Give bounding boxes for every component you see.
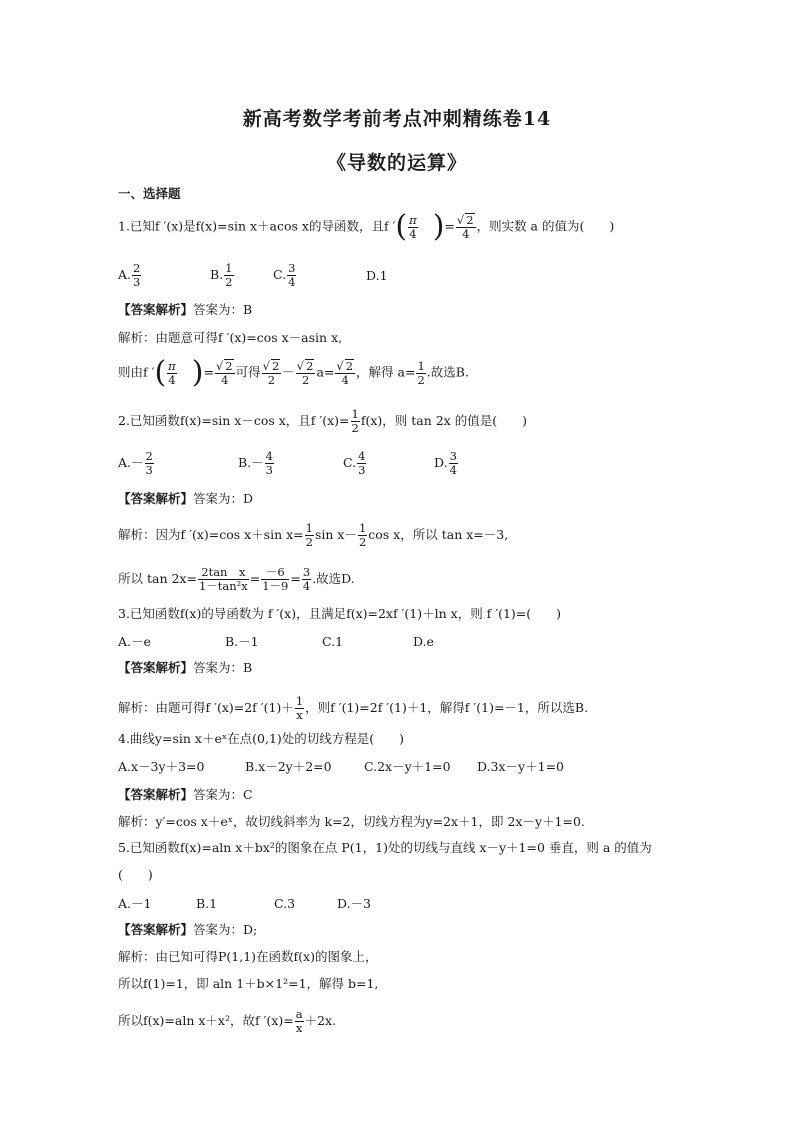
question-4-stem: 4.曲线y=sin x＋eˣ在点(0,1)处的切线方程是( ) (118, 731, 405, 746)
question-5-option-b: B.1 (196, 896, 218, 911)
question-2-explanation-1: 解析：因为f ′(x)=cos x＋sin x= $\frac{1}{2}$ sin x－ $\frac{1}{2}$ cos x，所以 tan x=－3, (118, 521, 509, 549)
question-1-explanation-1: 解析：由题意可得f ′(x)=cos x－asin x, (118, 330, 343, 345)
question-2-option-a: A.－ $\frac{2}{3}$ (118, 449, 153, 477)
question-3-option-d: D.e (413, 634, 434, 649)
question-4-option-a: A.x－3y＋3=0 (118, 759, 205, 774)
question-3-option-c: C.1 (322, 634, 344, 649)
fraction-sqrt2-over-4: $\frac{√ 2}{4}$ (456, 213, 474, 241)
question-1-option-d: D.1 (366, 268, 388, 283)
question-5-explanation-3: 所以f(x)=aln x＋x²，故f ′(x)= $\frac{a}{x}$ ＋2x. (118, 1007, 337, 1035)
question-4-explanation: 解析：y′=cos x＋eˣ，故切线斜率为 k=2，切线方程为y=2x＋1，即 2x－y＋1=0. (118, 814, 585, 829)
page-title: 新高考数学考前考点冲刺精练卷14 (242, 108, 552, 130)
question-1-option-b: B. $\frac{1}{2}$ (210, 261, 233, 289)
question-2-stem: 2.已知函数f(x)=sin x－cos x，且f ′(x)= $\frac{1}{2}$ f(x)，则 tan 2x 的值是( ) (118, 407, 527, 435)
question-4-option-b: B.x－2y＋2=0 (245, 759, 332, 774)
question-1-option-a: A. $\frac{2}{3}$ (118, 261, 141, 289)
question-2-option-c: C. $\frac{4}{3}$ (343, 449, 366, 477)
question-1-option-c: C. $\frac{3}{4}$ (273, 261, 296, 289)
question-3-option-b: B.－1 (225, 634, 259, 649)
question-1-answer: 【答案解析】答案为：B (118, 302, 253, 317)
question-3-option-a: A.－e (118, 634, 151, 649)
question-5-answer: 【答案解析】答案为：D; (118, 922, 258, 937)
question-2-option-d: D. $\frac{3}{4}$ (434, 449, 457, 477)
question-4-option-c: C.2x－y＋1=0 (364, 759, 451, 774)
question-5-stem-line-2: ( ) (118, 867, 153, 882)
question-2-option-b: B.－ $\frac{4}{3}$ (238, 449, 273, 477)
question-5-option-c: C.3 (274, 896, 296, 911)
question-5-explanation-2: 所以f(1)=1，即 aln 1＋b×1²=1，解得 b=1, (118, 976, 379, 991)
section-heading: 一、选择题 (118, 186, 181, 201)
question-1-stem: 1.已知f ′(x)是f(x)=sin x＋acos x的导函数，且f ′( $\frac{\pi}{4}$ )= $\frac{√ 2}{4}$ ，则实数 a 的值为( ) (118, 209, 615, 244)
question-1-explanation-2: 则由f ′( $\frac{\pi}{4}$ )= $\frac{√ 2}{4}$ 可得 $\frac{√ 2}{2}$ － $\frac{√ 2}{2}$ a= $\frac{√ 2}{4}$ ，解得 a= $\frac{1}{2}$ .故选B. (118, 355, 469, 390)
question-3-explanation: 解析：由题可得f ′(x)=2f ′(1)＋ $\frac{1}{x}$ ，则f ′(1)=2f ′(1)＋1，解得f ′(1)=－1，所以选B. (118, 694, 589, 722)
question-3-answer: 【答案解析】答案为：B (118, 660, 253, 675)
question-5-stem-line-1: 5.已知函数f(x)=aln x＋bx²的图象在点 P(1，1)处的切线与直线 x－y＋1=0 垂直，则 a 的值为 (118, 840, 652, 855)
question-5-explanation-1: 解析：由已知可得P(1,1)在函数f(x)的图象上， (118, 949, 378, 964)
question-2-answer: 【答案解析】答案为：D (118, 491, 254, 506)
question-5-option-d: D.－3 (337, 896, 372, 911)
question-2-explanation-2: 所以 tan 2x= $\frac{\text{2tan x}}{\text{1－tan²x}}$ = $\frac{-6}{1-9}$ = $\frac{3}{4}$ .故选D. (118, 565, 355, 593)
question-3-stem: 3.已知函数f(x)的导函数为 f ′(x)，且满足f(x)=2xf ′(1)＋ln x，则 f ′(1)=( ) (118, 606, 562, 621)
fraction-pi-over-4: $\frac{\pi}{4}$ (409, 212, 417, 241)
question-5-option-a: A.－1 (118, 896, 152, 911)
question-4-answer: 【答案解析】答案为：C (118, 787, 253, 802)
page-subtitle: 《导数的运算》 (326, 152, 467, 174)
question-4-option-d: D.3x－y＋1=0 (477, 759, 564, 774)
